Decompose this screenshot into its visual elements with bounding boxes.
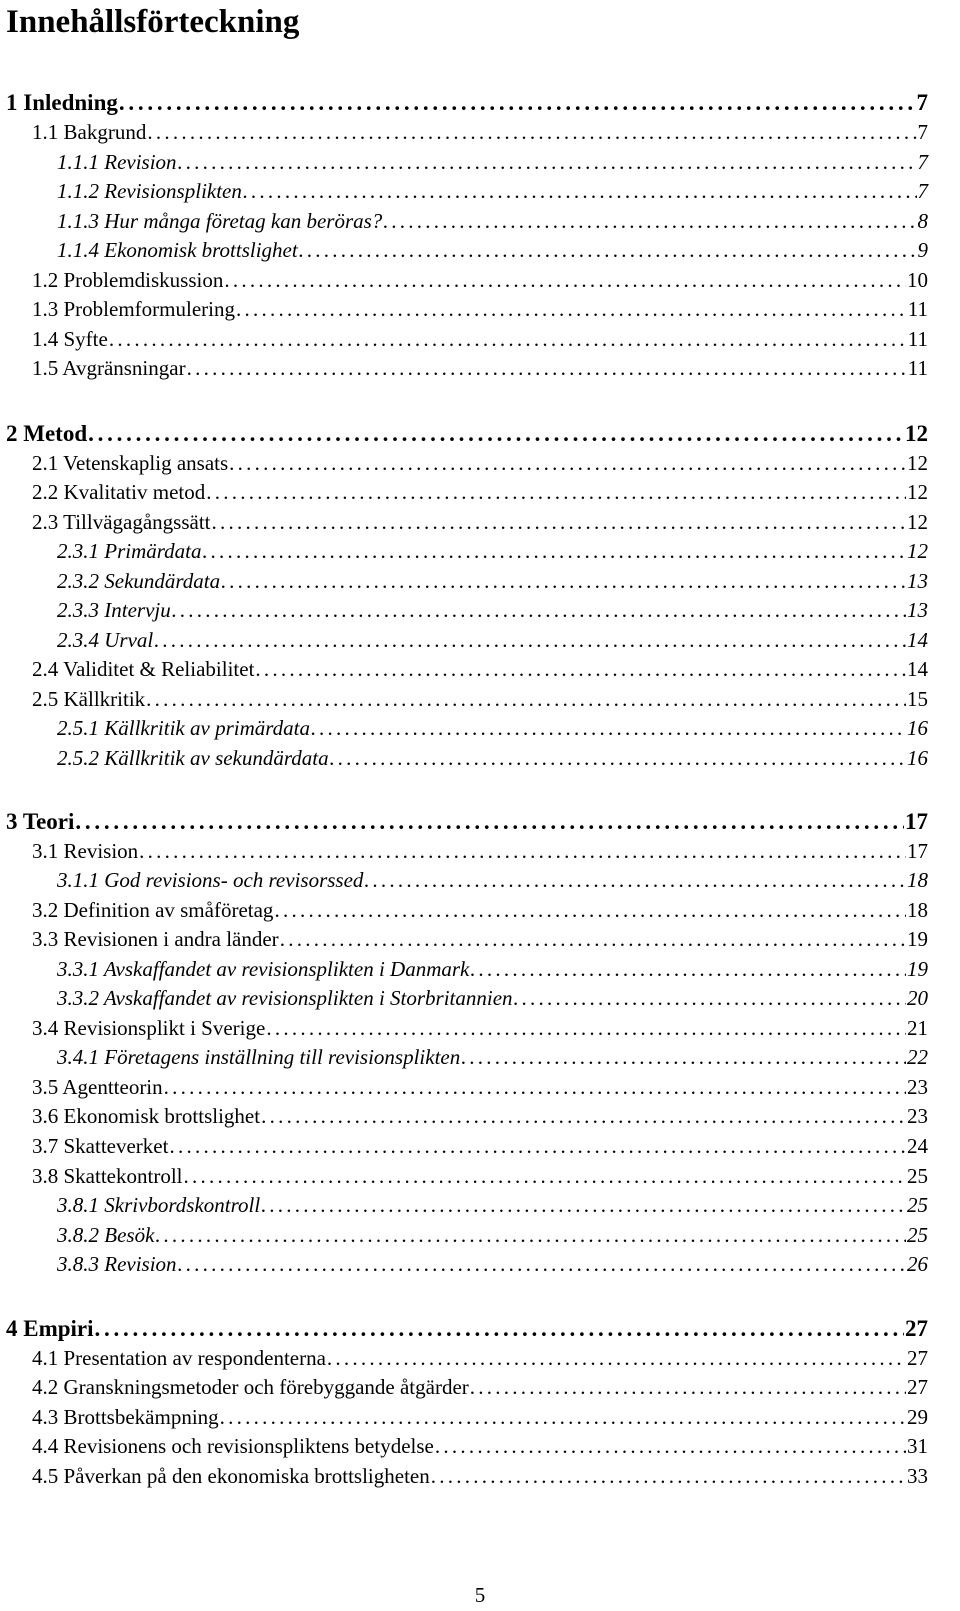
page-title: Innehållsförteckning	[6, 4, 300, 40]
toc-entry[interactable]	[6, 421, 928, 447]
toc-leader-dots	[224, 268, 906, 293]
toc-entry-label: 1 Inledning	[6, 90, 118, 115]
toc-entry-page: 19	[907, 957, 928, 981]
toc-entry-label: 3 Teori	[6, 809, 75, 834]
toc-leader-dots	[187, 356, 907, 381]
toc-leader-dots	[206, 480, 906, 505]
toc-entry-page: 7	[917, 179, 928, 203]
toc-leader-dots	[330, 746, 906, 771]
toc-entry[interactable]	[32, 1075, 928, 1100]
toc-entry-page: 12	[905, 421, 928, 446]
toc-leader-dots	[75, 809, 904, 835]
toc-entry-label: 2.4 Validitet & Reliabilitet	[32, 657, 255, 681]
toc-entry[interactable]	[6, 90, 928, 116]
toc-entry-page: 18	[907, 898, 928, 922]
toc-entry[interactable]	[57, 1223, 928, 1248]
toc-leader-dots	[311, 716, 906, 741]
toc-entry[interactable]	[32, 356, 928, 381]
toc-entry[interactable]	[32, 839, 928, 864]
toc-leader-dots	[435, 1434, 906, 1459]
toc-entry-page: 12	[907, 539, 928, 563]
toc-entry-label: 3.1 Revision	[32, 839, 139, 863]
toc-entry-label: 2.1 Vetenskaplig ansats	[32, 451, 229, 475]
toc-leader-dots	[299, 238, 917, 263]
toc-leader-dots	[119, 90, 916, 116]
toc-leader-dots	[364, 868, 906, 893]
toc-leader-dots	[212, 510, 906, 535]
toc-entry-label: 2.3.1 Primärdata	[57, 539, 202, 563]
toc-entry-label: 3.8 Skattekontroll	[32, 1164, 183, 1188]
toc-entry-page: 23	[907, 1075, 928, 1099]
toc-leader-dots	[202, 539, 906, 564]
toc-entry-label: 1.5 Avgränsningar	[32, 356, 186, 380]
toc-entry[interactable]	[32, 1134, 928, 1159]
toc-leader-dots	[95, 1316, 904, 1342]
toc-entry-page: 7	[916, 90, 928, 115]
toc-entry[interactable]	[32, 1104, 928, 1129]
toc-entry[interactable]	[32, 1375, 928, 1400]
toc-entry-label: 2 Metod	[6, 421, 88, 446]
toc-entry-page: 27	[907, 1375, 928, 1399]
toc-leader-dots	[280, 927, 906, 952]
page-number: 5	[474, 1583, 486, 1607]
toc-entry-label: 3.1.1 God revisions- och revisorssed	[57, 868, 364, 892]
toc-leader-dots	[255, 657, 906, 682]
toc-entry[interactable]	[57, 209, 928, 234]
toc-entry-label: 3.8.3 Revision	[57, 1252, 177, 1276]
toc-leader-dots	[88, 421, 904, 447]
toc-entry-page: 25	[907, 1223, 928, 1247]
toc-entry[interactable]	[57, 569, 928, 594]
toc-entry[interactable]	[32, 268, 928, 293]
toc-entry-label: 2.3.4 Urval	[57, 628, 154, 652]
toc-entry[interactable]	[57, 628, 928, 653]
toc-entry[interactable]	[32, 898, 928, 923]
toc-leader-dots	[164, 1075, 906, 1100]
toc-leader-dots	[178, 150, 917, 175]
toc-entry-page: 26	[907, 1252, 928, 1276]
toc-entry[interactable]	[32, 451, 928, 476]
toc-entry-page: 13	[907, 598, 928, 622]
toc-entry[interactable]	[57, 150, 928, 175]
toc-entry-label: 3.3.2 Avskaffandet av revisionsplikten i Storbritannien	[57, 986, 513, 1010]
toc-entry-page: 14	[907, 657, 928, 681]
toc-entry-label: 2.3 Tillvägagångssätt	[32, 510, 211, 534]
toc-entry-page: 11	[907, 297, 928, 321]
toc-leader-dots	[178, 1252, 906, 1277]
toc-entry[interactable]	[57, 1193, 928, 1218]
toc-entry-page: 29	[907, 1405, 928, 1429]
toc-leader-dots	[146, 687, 906, 712]
toc-entry-label: 3.5 Agentteorin	[32, 1075, 163, 1099]
toc-entry-label: 3.8.2 Besök	[57, 1223, 155, 1247]
toc-entry-label: 2.5.1 Källkritik av primärdata	[57, 716, 310, 740]
toc-leader-dots	[221, 569, 906, 594]
toc-leader-dots	[109, 327, 907, 352]
toc-leader-dots	[461, 1045, 906, 1070]
toc-leader-dots	[274, 898, 906, 923]
toc-entry-label: 4.5 Påverkan på den ekonomiska brottsligheten	[32, 1464, 430, 1488]
toc-entry-page: 7	[917, 120, 928, 144]
toc-entry-page: 16	[907, 716, 928, 740]
toc-entry-label: 1.1.2 Revisionsplikten	[57, 179, 242, 203]
toc-entry-page: 23	[907, 1104, 928, 1128]
toc-entry-page: 22	[907, 1045, 928, 1069]
toc-entry-label: 2.3.2 Sekundärdata	[57, 569, 221, 593]
toc-entry-label: 4.4 Revisionens och revisionspliktens betydelse	[32, 1434, 434, 1458]
toc-entry[interactable]	[57, 957, 928, 982]
toc-entry-page: 17	[907, 839, 928, 863]
toc-entry-label: 3.7 Skatteverket	[32, 1134, 169, 1158]
toc-entry[interactable]	[32, 510, 928, 535]
toc-leader-dots	[169, 1134, 906, 1159]
toc-entry[interactable]	[32, 120, 928, 145]
toc-entry[interactable]	[32, 327, 928, 352]
toc-entry[interactable]	[57, 746, 928, 771]
toc-entry-label: 2.5.2 Källkritik av sekundärdata	[57, 746, 329, 770]
toc-entry-page: 24	[907, 1134, 928, 1158]
toc-leader-dots	[261, 1104, 906, 1129]
toc-entry-page: 14	[907, 628, 928, 652]
toc-entry[interactable]	[57, 539, 928, 564]
toc-entry-label: 3.6 Ekonomisk brottslighet	[32, 1104, 261, 1128]
toc-entry[interactable]	[32, 927, 928, 952]
toc-entry-label: 1.1 Bakgrund	[32, 120, 147, 144]
toc-entry-label: 1.4 Syfte	[32, 327, 108, 351]
toc-entry-page: 27	[907, 1346, 928, 1370]
toc-entry-label: 4.2 Granskningsmetoder och förebyggande åtgärder	[32, 1375, 469, 1399]
toc-entry-page: 8	[917, 209, 928, 233]
toc-entry-page: 18	[907, 868, 928, 892]
toc-entry-page: 27	[905, 1316, 928, 1341]
toc-entry-page: 17	[905, 809, 928, 834]
toc-leader-dots	[147, 120, 916, 145]
toc-entry-page: 15	[907, 687, 928, 711]
toc-leader-dots	[266, 1016, 906, 1041]
toc-entry-label: 2.5 Källkritik	[32, 687, 146, 711]
toc-entry[interactable]	[32, 480, 928, 505]
toc-entry-page: 19	[907, 927, 928, 951]
toc-entry[interactable]	[32, 1346, 928, 1371]
toc-entry[interactable]	[32, 1016, 928, 1041]
toc-entry-label: 2.3.3 Intervju	[57, 598, 171, 622]
toc-entry-page: 12	[907, 451, 928, 475]
toc-entry-label: 3.4 Revisionsplikt i Sverige	[32, 1016, 266, 1040]
toc-entry[interactable]	[32, 657, 928, 682]
toc-entry-label: 3.8.1 Skrivbordskontroll	[57, 1193, 261, 1217]
toc-entry-page: 16	[907, 746, 928, 770]
toc-entry-page: 13	[907, 569, 928, 593]
toc-entry-page: 25	[907, 1164, 928, 1188]
toc-entry[interactable]	[57, 179, 928, 204]
toc-entry-label: 4.3 Brottsbekämpning	[32, 1405, 219, 1429]
toc-leader-dots	[154, 628, 906, 653]
toc-entry[interactable]	[32, 1405, 928, 1430]
toc-leader-dots	[139, 839, 906, 864]
toc-leader-dots	[155, 1223, 906, 1248]
toc-entry[interactable]	[6, 809, 928, 835]
toc-entry[interactable]	[32, 297, 928, 322]
toc-entry-label: 3.4.1 Företagens inställning till revisionsplikten	[57, 1045, 461, 1069]
toc-leader-dots	[431, 1464, 906, 1489]
toc-entry-page: 7	[917, 150, 928, 174]
toc-entry[interactable]	[32, 1464, 928, 1489]
toc-leader-dots	[470, 957, 906, 982]
toc-entry[interactable]	[57, 1045, 928, 1070]
toc-entry-page: 11	[907, 327, 928, 351]
toc-entry-page: 9	[917, 238, 928, 262]
toc-entry[interactable]	[57, 238, 928, 263]
toc-entry[interactable]	[57, 986, 928, 1011]
toc-leader-dots	[327, 1346, 906, 1371]
toc-entry-label: 1.1.4 Ekonomisk brottslighet	[57, 238, 298, 262]
toc-entry-page: 31	[907, 1434, 928, 1458]
toc-entry[interactable]	[32, 687, 928, 712]
toc-entry-page: 20	[907, 986, 928, 1010]
toc-entry[interactable]	[32, 1434, 928, 1459]
toc-leader-dots	[514, 986, 906, 1011]
toc-leader-dots	[243, 179, 917, 204]
toc-entry-label: 1.2 Problemdiskussion	[32, 268, 224, 292]
toc-entry-page: 12	[907, 480, 928, 504]
toc-leader-dots	[470, 1375, 906, 1400]
toc-entry-label: 3.3 Revisionen i andra länder	[32, 927, 279, 951]
toc-entry-label: 4 Empiri	[6, 1316, 94, 1341]
toc-entry-label: 1.3 Problemformulering	[32, 297, 235, 321]
toc-entry-page: 11	[907, 356, 928, 380]
toc-leader-dots	[229, 451, 906, 476]
toc-entry[interactable]	[57, 598, 928, 623]
toc-leader-dots	[220, 1405, 906, 1430]
toc-leader-dots	[184, 1164, 907, 1189]
toc-entry-page: 25	[907, 1193, 928, 1217]
toc-entry-page: 21	[907, 1016, 928, 1040]
toc-entry[interactable]	[32, 1164, 928, 1189]
toc-entry[interactable]	[57, 716, 928, 741]
toc-entry-page: 10	[907, 268, 928, 292]
toc-entry-page: 33	[907, 1464, 928, 1488]
toc-entry-label: 2.2 Kvalitativ metod	[32, 480, 206, 504]
toc-leader-dots	[172, 598, 906, 623]
toc-leader-dots	[383, 209, 916, 234]
toc-entry-label: 3.3.1 Avskaffandet av revisionsplikten i Danmark	[57, 957, 470, 981]
toc-entry-label: 4.1 Presentation av respondenterna	[32, 1346, 326, 1370]
toc-entry[interactable]	[57, 1252, 928, 1277]
toc-entry-label: 3.2 Definition av småföretag	[32, 898, 274, 922]
toc-entry[interactable]	[57, 868, 928, 893]
toc-entry-label: 1.1.3 Hur många företag kan beröras?	[57, 209, 383, 233]
toc-leader-dots	[236, 297, 907, 322]
toc-entry-page: 12	[907, 510, 928, 534]
toc-entry-label: 1.1.1 Revision	[57, 150, 177, 174]
toc-leader-dots	[261, 1193, 906, 1218]
toc-entry[interactable]	[6, 1316, 928, 1342]
